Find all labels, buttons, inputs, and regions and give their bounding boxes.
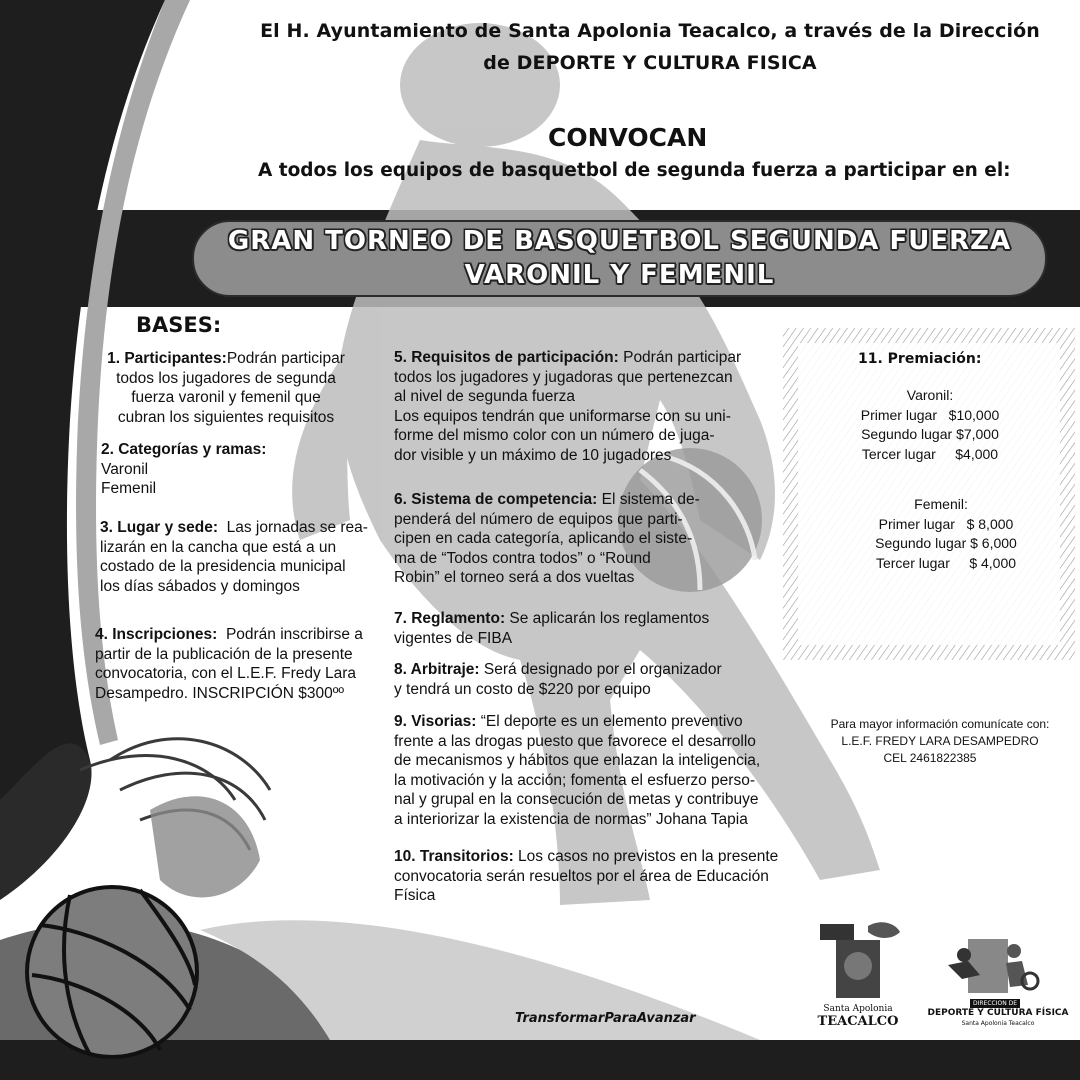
prize-amount: $ 4,000 — [969, 554, 1017, 571]
contact-line: Para mayor información comunícate con: — [830, 717, 1050, 731]
section-label: 2. Categorías y ramas: — [101, 441, 267, 458]
section-sistema — [394, 490, 774, 588]
teacalco-logo — [812, 918, 904, 1030]
section-line: Femenil — [101, 480, 157, 497]
deporte-emblem-icon — [918, 935, 1078, 1003]
section-line: la motivación y la acción; fomenta el esfuerzo perso- — [394, 771, 755, 789]
section-line: El sistema de- — [597, 491, 700, 508]
contact-phone: CEL 2461822385 — [883, 751, 977, 765]
section-line: cipen en cada categoría, aplicando el siste- — [394, 530, 693, 547]
prize-row — [816, 534, 1076, 554]
prize-amount: $ 6,000 — [970, 535, 1017, 551]
section-label: 3. Lugar y sede: — [100, 519, 219, 536]
section-label: 10. Transitorios: — [394, 848, 514, 865]
bases-title: BASES: — [136, 313, 222, 337]
section-line: a interiorizar la existencia de normas” Johana Tapia — [394, 810, 748, 828]
banner-line-2: VARONIL Y FEMENIL — [464, 260, 775, 290]
prizes-varonil — [800, 386, 1060, 464]
section-line: frente a las drogas puesto que favorece el desarrollo — [394, 732, 756, 750]
prize-place: Tercer lugar — [861, 445, 936, 462]
section-transitorios — [394, 847, 804, 906]
prize-row — [800, 425, 1060, 445]
prize-amount: $ 8,000 — [966, 515, 1014, 532]
banner-line-1: GRAN TORNEO DE BASQUETBOL SEGUNDA FUERZA — [227, 226, 1012, 256]
prize-amount: $7,000 — [956, 426, 999, 442]
section-line: los días sábados y domingos — [100, 577, 300, 595]
prize-row — [800, 445, 1060, 465]
prizes-femenil-label: Femenil: — [914, 496, 968, 512]
section-lugar — [100, 518, 380, 596]
section-line: cubran los siguientes requisitos — [117, 408, 335, 426]
prizes-femenil — [816, 495, 1076, 573]
section-line: vigentes de FIBA — [394, 629, 513, 647]
section-line: dor visible y un máximo de 10 jugadores — [394, 446, 672, 464]
prize-place: Segundo lugar — [861, 426, 953, 442]
section-line: Física — [394, 887, 436, 904]
section-categorias — [101, 440, 361, 499]
prize-row — [800, 406, 1060, 426]
prizes-title: 11. Premiación: — [858, 351, 982, 367]
section-line: Se aplicarán los reglamentos — [505, 610, 710, 627]
header-line-2: de DEPORTE Y CULTURA FISICA — [483, 52, 817, 74]
section-line: de mecanismos y hábitos que enlazan la inteligencia, — [394, 752, 761, 769]
section-line: lizarán en la cancha que está a un — [100, 538, 337, 556]
prize-amount: $4,000 — [955, 445, 999, 462]
teacalco-logo-small: Santa Apolonia — [823, 1004, 893, 1014]
section-line: ma de “Todos contra todos” o “Round — [394, 549, 651, 567]
section-label: 6. Sistema de competencia: — [394, 491, 598, 508]
section-line: Las jornadas se rea- — [218, 519, 368, 536]
section-line: forme del mismo color con un número de juga- — [394, 427, 715, 444]
section-line: y tendrá un costo de $220 por equipo — [394, 680, 651, 698]
section-label: 5. Requisitos de participación: — [394, 349, 619, 366]
section-line: todos los jugadores y jugadoras que pertenezcan — [394, 368, 733, 386]
section-line: convocatoria serán resueltos por el área de Educación — [394, 867, 769, 885]
section-line: Los equipos tendrán que uniformarse con su uni- — [394, 407, 731, 425]
deporte-logo-sub: Santa Apolonia Teacalco — [961, 1020, 1035, 1027]
section-line: Los casos no previstos en la presente — [513, 848, 779, 865]
invite-line: A todos los equipos de basquetbol de segunda fuerza a participar en el: — [258, 160, 1011, 181]
section-label: 8. Arbitraje: — [394, 661, 480, 678]
prize-place: Primer lugar — [860, 406, 937, 423]
section-line: Podrán participar — [226, 350, 345, 367]
section-line: penderá del número de equipos que parti- — [394, 510, 683, 528]
hashtag: TransformarParaAvanzar — [515, 1011, 696, 1026]
section-line: Desampedro. INSCRIPCIÓN $300ºº — [95, 684, 345, 702]
section-inscripciones — [95, 625, 385, 703]
deporte-logo-tag: DIRECCION DE — [970, 999, 1020, 1008]
section-line: convocatoria, con el L.E.F. Fredy Lara — [95, 665, 357, 682]
section-visorias — [394, 712, 804, 829]
section-line: nal y grupal en la consecución de metas y contribuye — [394, 791, 759, 808]
prize-place: Primer lugar — [878, 515, 955, 532]
section-line: Podrán participar — [618, 349, 742, 366]
prize-place: Segundo lugar — [875, 535, 967, 551]
section-line: Varonil — [101, 460, 149, 478]
section-line: costado de la presidencia municipal — [100, 558, 346, 575]
section-arbitraje — [394, 660, 774, 699]
deporte-logo — [918, 935, 1078, 1035]
section-line: al nivel de segunda fuerza — [394, 388, 575, 405]
section-label: 4. Inscripciones: — [95, 626, 218, 643]
section-line: todos los jugadores de segunda — [116, 369, 336, 387]
section-reglamento — [394, 609, 774, 648]
section-line: “El deporte es un elemento preventivo — [476, 713, 743, 730]
teacalco-emblem-icon — [812, 918, 904, 1000]
section-requisitos — [394, 348, 774, 465]
section-label: 1. Participantes: — [107, 350, 227, 367]
section-line: fuerza varonil y femenil que — [131, 389, 321, 406]
prizes-varonil-label: Varonil: — [906, 387, 954, 403]
section-participantes — [96, 349, 356, 427]
prize-place: Tercer lugar — [875, 554, 950, 571]
section-label: 9. Visorias: — [394, 713, 477, 730]
teacalco-logo-big: TEACALCO — [817, 1014, 899, 1029]
prize-amount: $10,000 — [948, 406, 1000, 423]
section-line: Robin” el torneo será a dos vueltas — [394, 569, 635, 586]
prize-row — [816, 554, 1076, 574]
section-line: Podrán inscribirse a — [217, 626, 363, 643]
section-label: 7. Reglamento: — [394, 610, 506, 627]
contact-name: L.E.F. FREDY LARA DESAMPEDRO — [841, 734, 1039, 748]
contact-info — [805, 716, 1075, 767]
prize-row — [816, 515, 1076, 535]
deporte-logo-title: DEPORTE Y CULTURA FÍSICA — [927, 1008, 1069, 1018]
convocan-title: CONVOCAN — [548, 123, 708, 152]
section-line: Será designado por el organizador — [479, 661, 722, 678]
section-line: partir de la publicación de la presente — [95, 645, 353, 663]
header-line-1: El H. Ayuntamiento de Santa Apolonia Teacalco, a través de la Dirección — [260, 20, 1040, 42]
